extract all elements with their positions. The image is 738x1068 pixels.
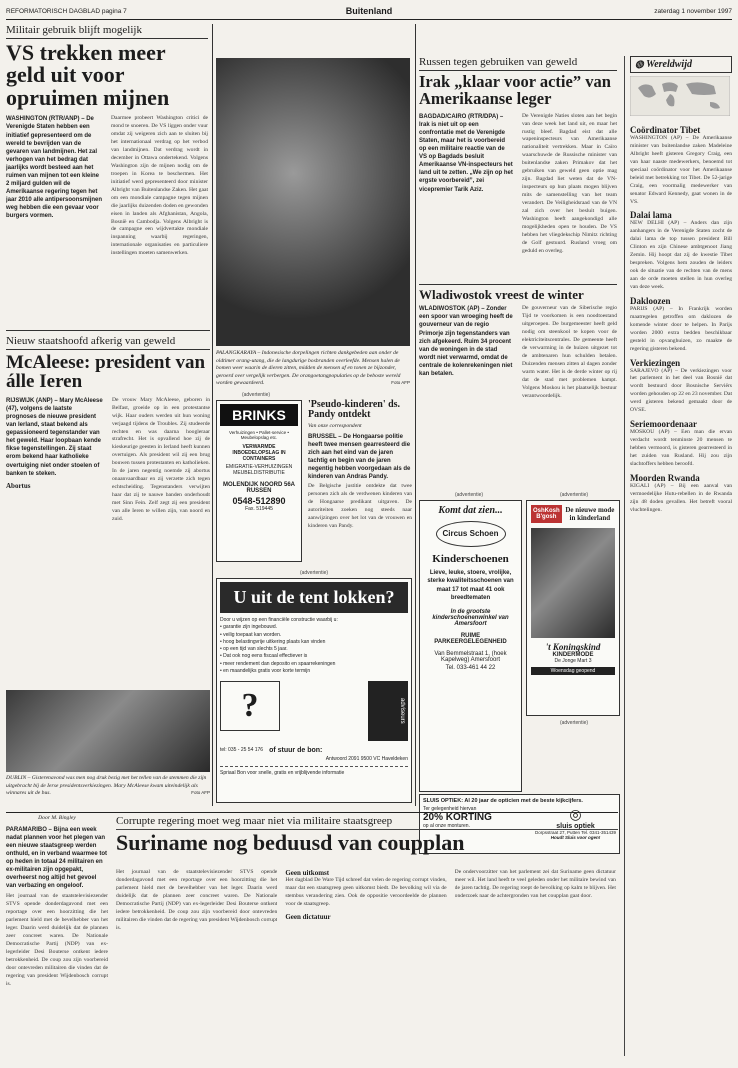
ad-label: (advertentie) xyxy=(299,570,329,576)
sidebar-wereldwijd xyxy=(624,56,732,1056)
ad-label: (advertentie) xyxy=(559,720,589,726)
koning-hours: Woensdag geopend xyxy=(531,667,615,675)
tent-line: Door u wijzen op een financiële constructie waarbij u: xyxy=(220,617,338,623)
sidebar-item-heading: Dalai lama xyxy=(630,210,672,221)
circus-mid: In de grootste kinderschoenenwinkel van Amersfoort xyxy=(432,608,509,627)
tent-middle xyxy=(220,681,408,741)
brinks-address: MOLENDIJK NOORD 56A RUSSEN xyxy=(222,482,295,494)
circus-headline: Komt dat zien... xyxy=(438,505,503,516)
article-columns xyxy=(116,869,616,1055)
ad-label: (advertentie) xyxy=(454,492,484,498)
tent-brand: adviseurs xyxy=(368,681,408,741)
ad-tent xyxy=(216,578,412,803)
photo-orangutan xyxy=(216,58,410,346)
sidebar-item-text: WASHINGTON (AP) – De Amerikaanse minister van buitenlandse zaken Madeleine Albright heeft gisteren Gregory Craig, een van haar naaste medewerkers, benoemd tot speciaal coördinator voor het Amerikaanse beleid met betrekking tot Tibet. De 52-jarige Craig, een voormalig medewerker van senator Edward Kennedy, gaat wonen in de VS. xyxy=(630,135,732,205)
koning-sub: KINDERMODE xyxy=(552,652,594,658)
article-subhead: Geen uitkomst xyxy=(285,869,330,877)
tent-form: Spriaal Bon voor snelle, gratis en vrijblijvende informatie xyxy=(220,766,408,776)
koning-photo xyxy=(531,528,615,638)
tent-phone: tel: 035 - 25 54 176 xyxy=(220,747,264,753)
ad-label: (advertentie) xyxy=(241,392,271,398)
sluis-tag: Houdt Sluis voor ogen! xyxy=(550,835,601,840)
tent-line: • en maandelijks gratis voor korte termijn xyxy=(220,667,311,674)
circus-title: Kinderschoenen xyxy=(432,553,509,565)
article-headline: VS trekken meer geld uit voor opruimen mijnen xyxy=(6,40,170,110)
koning-shop: 't Koningskind xyxy=(545,642,601,652)
sluis-line3: op al onze monturen. xyxy=(423,823,470,829)
tent-line: • garantie zijn ingebouwd. xyxy=(220,624,278,631)
sidebar-item-heading: Coördinator Tibet xyxy=(630,125,701,135)
article-lead: WASHINGTON (RTR/ANP) – De Verenigde Staten hebben een initiatief gepresenteerd om de wereld te bevrijden van de gevaren van landmijnen. Het zal verhogen van het bedrag dat jaarlijks wordt besteed aan het ruimen van mijnen tot een kleine 2 miljard gulden wil de Amerikaanse regering tegen het jaar 2010 alle antipersoonsmijnen weg hebben die een gevaar voor burgers vormen. xyxy=(6,116,103,220)
koning-top xyxy=(531,505,615,523)
article-headline: McAleese: president van álle Ieren xyxy=(6,352,206,393)
sidebar-item-text: PARIJS (AP) – In Frankrijk worden maatregelen getroffen om daklozen de komende winter door te helpen. In Parijs worden 2000 extra bedden beschikbaar gesteld in opvanghuizen, zo maakte de regering gisteren bekend. xyxy=(630,305,732,352)
article-lead: PARAMARIBO – Bijna een week nadat plannen voor het plegen van een nieuwe staatsgreep werden onthuld, en in verband waarmee tot op heden in totaal 24 militairen en ex-militairen zijn opgepakt, overheerst nog altijd het gevoel van verbazing en ongeloof. xyxy=(6,826,108,890)
article-columns xyxy=(6,397,210,670)
tent-question: ? xyxy=(220,681,280,731)
article-body: De gouverneur van de Siberische regio Tijd te voorkomen is een noodtoestand uitgeroepen. De burgemeester heeft geld nodig om steenkool te kopen voor de elektriciteitscentrales. De gemeente heeft de verwarming in de huizen uitgezet tot de ambtenaren hun schulden betalen. Duizenden mensen zitten al dagen zonder warm water. Het is de derde winter op rij dat de stad met problemen kampt. Volgens Moskou is het plaatselijk bestuur verantwoordelijk. xyxy=(522,305,617,399)
article-lead: WLADIWOSTOK (AP) – Zonder een spoor van wroeging heeft de gouverneur van de regio Primorje zijn tegenstanders van zich afgekeerd. Ruim 34 procent van de woningen in de stad wordt niet verwarmd, omdat de centrale de kolenrekeningen niet kan betalen. xyxy=(419,306,513,377)
article-body-2: Het dagblad De Ware Tijd schreef dat velen de regering corrupt vinden, maar dat een staatsgreep geen uitkomst biedt. De bevolking wil via de stembus verandering zien. Ook de oppositie veroordeelde de plannen voor de staatsgreep. xyxy=(285,877,447,907)
sidebar-list xyxy=(630,125,732,515)
article-body: Het journaal van de staatstelevisiezender STVS opende donderdagavond met een reportage over een hoorzitting die het parlement hield met de bevelhebber van het leger. Daarin werd duidelijk dat de plannen zeer concreet waren. De Nationale Democratische Partij (NDP) van ex-legerleider Desi Bouterse ontkent iedere betrokkenheid. De coup zou zijn voorbereid door ontevreden militairen die vinden dat de regering van president Wijdenbosch corrupt is. xyxy=(6,893,108,987)
article-suriname xyxy=(6,812,618,1062)
suriname-left-col xyxy=(6,815,108,1055)
article-headline: Irak „klaar voor actie” van Amerikaanse leger xyxy=(419,72,611,108)
circus-parking: RUIME PARKEERGELEGENHEID xyxy=(434,632,507,645)
column-rule xyxy=(212,24,213,806)
article-kicker: Corrupte regering moet weg maar niet via militaire staatsgreep xyxy=(116,815,618,830)
masthead-left: REFORMATORISCH DAGBLAD pagina 7 xyxy=(6,8,127,15)
tent-contact xyxy=(220,747,408,754)
tent-headline: U uit de tent lokken? xyxy=(220,582,408,613)
section-title: Buitenland xyxy=(345,6,393,16)
brinks-sub3: EMIGRATIE-VERHUIZINGEN MEUBELDISTRIBUTIE xyxy=(225,464,293,476)
brinks-phone: 0548-512890 xyxy=(232,496,286,506)
article-subhead: Geen dictatuur xyxy=(285,912,331,921)
tent-line: • veilig toepaat kan worden. xyxy=(220,631,282,638)
sluis-line1: SLUIS OPTIEK: Al 20 jaar de opticien met de beste kijkcijfers. xyxy=(423,798,583,804)
ad-label: (advertentie) xyxy=(559,492,589,498)
article-kicker: Russen tegen gebruiken van geweld xyxy=(419,56,617,71)
article-columns xyxy=(419,113,617,263)
article-lead: RIJSWIJK (ANP) – Mary McAleese (47), volgens de laatste prognoses de nieuwe president van Ierland, staat bekend als gepassioneerd tegenstander van het geweld. Haar loopbaan kende fikse tegenstellingen. Zij staat erom bekend haar katholieke overtuiging niet onder stoelen of banken te steken. xyxy=(6,397,103,477)
article-mines xyxy=(6,24,208,324)
article-headline: 'Pseudo-kinderen' ds. Pandy ontdekt xyxy=(308,399,401,421)
globe-icon: ◍ xyxy=(635,59,644,70)
article-columns xyxy=(6,115,208,290)
article-columns xyxy=(419,305,617,485)
article-headline: Suriname nog beduusd van coupplan xyxy=(116,830,465,855)
sluis-logo-icon: ◎ xyxy=(569,806,582,822)
article-kicker: Nieuw staatshoofd afkerig van geweld xyxy=(6,335,210,350)
tent-line: • Dat ook nog eens fiscaal effectiever is xyxy=(220,653,308,660)
sidebar-item-heading: Seriemoordenaar xyxy=(630,419,697,430)
sidebar-item-heading: Dakloozen xyxy=(630,295,671,306)
column-rule xyxy=(415,24,416,806)
ad-brinks xyxy=(216,400,302,562)
article-irak xyxy=(419,56,617,278)
photo-credit: Foto AFP xyxy=(391,380,410,386)
circus-logo: Circus Schoen xyxy=(436,521,506,547)
photo-caption: PALANGKARAYA – Indonesische dorpelingen richten dankgebeden aan onder de oldtimer orang-utang, die de langdurige bosbranden overleefde. Mensen halen de bomen weer waarin de dieren zitten, midden de mensen af en tonen ze bijzonder, geroerd over vergelijk verbergen. De orangoetangpopulaties op de beboste wereld worden gewaardeerd. xyxy=(216,350,401,387)
photo-credit: Foto AFP xyxy=(191,790,210,796)
photo-caption-block xyxy=(216,350,410,386)
tent-coupon: of stuur de bon: xyxy=(269,747,323,754)
photo-caption-block xyxy=(6,775,210,803)
koning-new: De nieuwe mode in kinderland xyxy=(565,505,615,522)
article-body-main: Het journaal van de staatstelevisiezender STVS opende donderdagavond met een reportage over een hoorzitting die het parlement hield met de bevelhebber van het leger. Daarin werd duidelijk dat de plannen zeer concreet waren. De Nationale Democratische Partij (NDP) van ex-legerleider Desi Bouterse ontkent iedere betrokkenheid. De coup zou zijn voorbereid door ontevreden militairen die vinden dat de regering van president Wijdenbosch corrupt is. xyxy=(116,869,278,931)
sidebar-item-heading: Verkiezingen xyxy=(630,357,681,368)
article-kicker: Militair gebruik blijft mogelijk xyxy=(6,24,208,39)
circus-text: Lieve, leuke, stoere, vrolijke, sterke kwaliteitsschoenen van maat 17 tot maat 41 ook breedtematen xyxy=(427,570,514,602)
article-headline: Wladiwostok vreest de winter xyxy=(419,287,584,302)
photo-dublin xyxy=(6,690,210,772)
horizontal-rule xyxy=(6,330,210,331)
tent-line: • meer rendement dan deposito en spaarrekeningen xyxy=(220,660,336,667)
oshkosh-logo: OshKosh B'gosh xyxy=(531,505,562,523)
article-byline: Van onze correspondent xyxy=(308,423,362,430)
brinks-fax: Fax. 519445 xyxy=(245,506,273,512)
article-subhead: Abortus xyxy=(6,481,31,490)
circus-phone: Tel. 033-461 44 22 xyxy=(445,664,496,671)
sidebar-item-text: SARAJEVO (AP) – De verkiezingen voor het parlement in het deel van Bosnië dat wordt bestuurd door Bosnische Serviërs worden gehouden op 22 en 23 november. Dat werd gisteren bekend gemaakt door de OVSE. xyxy=(630,367,732,414)
article-byline: Door M. Bingley xyxy=(38,815,76,821)
sluis-brand: sluis optiek xyxy=(556,823,595,830)
brinks-sub2: VERWARMDE INBOEDELOPSLAG IN CONTAINERS xyxy=(232,444,286,462)
circus-address: Van Bemmelstraat 1, (hoek Kapelweg) Amersfoort xyxy=(434,650,507,663)
sluis-line2: Ter gelegenheid hiervan xyxy=(423,806,477,812)
photo-caption: DUBLIN – Gisterenavond was men nog druk bezig met het tellen van de stemmen die zijn uitgebracht bij de Ierse presidentsverkiezingen. Mary McAleese kwam uiteindelijk als winnares uit de bus. xyxy=(6,775,207,797)
ad-koningskind xyxy=(526,500,620,716)
article-lead: BAGDAD/CAIRO (RTR/DPA) – Irak is niet uit op een confrontatie met de Verenigde Staten, maar het is voorbereid op een militaire reactie van de VS op Bagdads besluit Amerikaanse VN-inspecteurs het land uit te zetten. „We zijn op het ergste voorbereid”, zei vicepremier Tarik Aziz. xyxy=(419,113,513,193)
ad-circus-schoen xyxy=(419,500,522,792)
sidebar-item-heading: Moorden Rwanda xyxy=(630,472,700,483)
sluis-discount: 20% KORTING xyxy=(423,812,492,823)
sidebar-item-text: NEW DELHI (AP) – Anders dan zijn aanhangers in de Verenigde Staten zocht de dalai lama de top tussen president Bill Clinton en zijn Chinese ambtgenoot Jiang Zemin. Hij hoopt dat zij de kwestie Tibet bespreken. Volgens hem zouden de leiders ook de situatie van de rechten van de mens aan de orde moeten stellen in hun overleg van deze week. xyxy=(630,220,732,290)
tent-line: • op een tijd van slechts 5 jaar. xyxy=(220,646,288,652)
article-body: Daarmee probeert Washington critici de mond te snoeren. De VS liggen onder vuur omdat zij weigeren zich aan te sluiten bij het internationaal verdrag op het verbod van landmijnen. Dat verdrag wordt in december in Ottawa ondertekend. Volgens Washington zijn de mijnen nodig om de troepen in Korea te beschermen. Het initiatief werd gepresenteerd door minister Albright van Buitenlandse Zaken. Het gaat om een mondiale campagne tegen mijnen die jaarlijks duizenden doden en gewonden eisen in landen als Afghanistan, Angola, Bosnië en Cambodja. Volgens Albright is de campagne een wijdvertakte mondiale inspanning waarbij regeringen, internationale organisaties en particuliere instellingen moeten samenwerken. xyxy=(111,115,208,257)
sidebar-item-text: KIGALI (AP) – Bij een aanval van vermoedelijke Hutu-rebellen in de Rwanda zijn 48 doden gevallen. Het betreft vooral vluchtelingen. xyxy=(630,482,732,513)
article-lead: BRUSSEL – De Hongaarse politie heeft twee mensen gearresteerd die zich aan het eind van de jaren tachtig en begin van de jaren negentig hebben voorgedaan als de kinderen van Andras Pandy. xyxy=(308,433,411,481)
photo-image xyxy=(216,58,410,346)
sidebar-item-text: MOSKOU (AP) – Een man die ervan verdacht wordt tenminste 20 mensen te hebben vermoord, is gisteren gearresteerd in het zuiden van Rusland. Hij zou zijn slachtoffers hebben beroofd. xyxy=(630,429,732,467)
world-map-icon xyxy=(630,76,730,116)
tent-line: • hoog belastingvrije uitkering plaats kan vinden xyxy=(220,638,326,645)
article-body: De vrouw Mary McAleese, geboren in Belfast, groeide op in een protestantse wijk. Haar ouders werden uit hun woning verjaagd tijdens de Troubles. Zij studeerde rechten en was daarna hoogleraar strafrecht. Het is opvallend hoe zij de kieskeurige geesten in Ierland heeft kunnen overtuigen. Als president wil zij een brug bouwen tussen protestanten en katholieken. In de jaren negentig noemde zij abortus onaanvaardbaar en zij verzette zich tegen echtscheiding. Tegenstanders verwijten haar dat zij te nauwe banden onderhoudt met Sinn Fein. Zelf zegt zij een president van alle Ieren te willen zijn, van noord en zuid. xyxy=(112,396,210,522)
article-body: De Belgische justitie ontdekte dat twee personen zich als de verdwenen kinderen van de Hongaarse predikant uitgaven. De autoriteiten zoeken nog steeds naar aanwijzingen over het lot van de vrouwen en kinderen van Pandy. xyxy=(308,483,412,530)
brinks-sub1: Verhuizingen • Pallet-service • Meubelopslag etc. xyxy=(229,430,289,440)
article-body: De Verenigde Naties sloten aan het begin van deze week het land uit, en maar het rustig bleef. Bagdad eist dat alle wapeninspecteurs van Amerikaanse nationaliteit vertrekken. Maar in Caïro waarschuwde de Russische minister van buitenlandse zaken Primakov dat het gebruiken van geweld geen optie mag zijn. Bagdad liet weten dat de VN-inspecteurs op hun plaats mogen blijven mits de samenstelling van het team verandert. De Veiligheidsraad van de VN zal zich over het besluit buigen. Washington heeft aangekondigd alle mogelijkheden open te houden. De VS hebben het vliegdekschip Nimitz richting de Golf gestuurd. Rusland vroeg om geduld en overleg. xyxy=(522,112,617,254)
tent-coupon-address: Antwoord 2091 9500 VC Haveldeken xyxy=(325,756,408,762)
masthead-date: zaterdag 1 november 1997 xyxy=(654,8,732,15)
masthead xyxy=(6,4,732,20)
koning-address: De Jonge Mart 3 xyxy=(554,658,592,664)
article-pandy xyxy=(308,400,412,562)
sidebar-title: ◍ Wereldwijd xyxy=(630,56,732,73)
article-body-3: De ondervoorzitter van het parlement zei dat Suriname geen dictatuur meer wil. Het land heeft te veel geleden onder het militaire bewind van de jaren tachtig. De regering roept de bevolking op kalm te blijven. Het onderzoek naar de achtergronden van het coupplan gaat door. xyxy=(454,869,616,899)
article-wladiwostok xyxy=(419,284,617,489)
brinks-logo: BRINKS xyxy=(220,404,298,426)
tent-lines xyxy=(220,617,408,675)
sluis-address: Dorpsstraat 27, Putten Tel. 0341-351439 xyxy=(535,830,616,835)
